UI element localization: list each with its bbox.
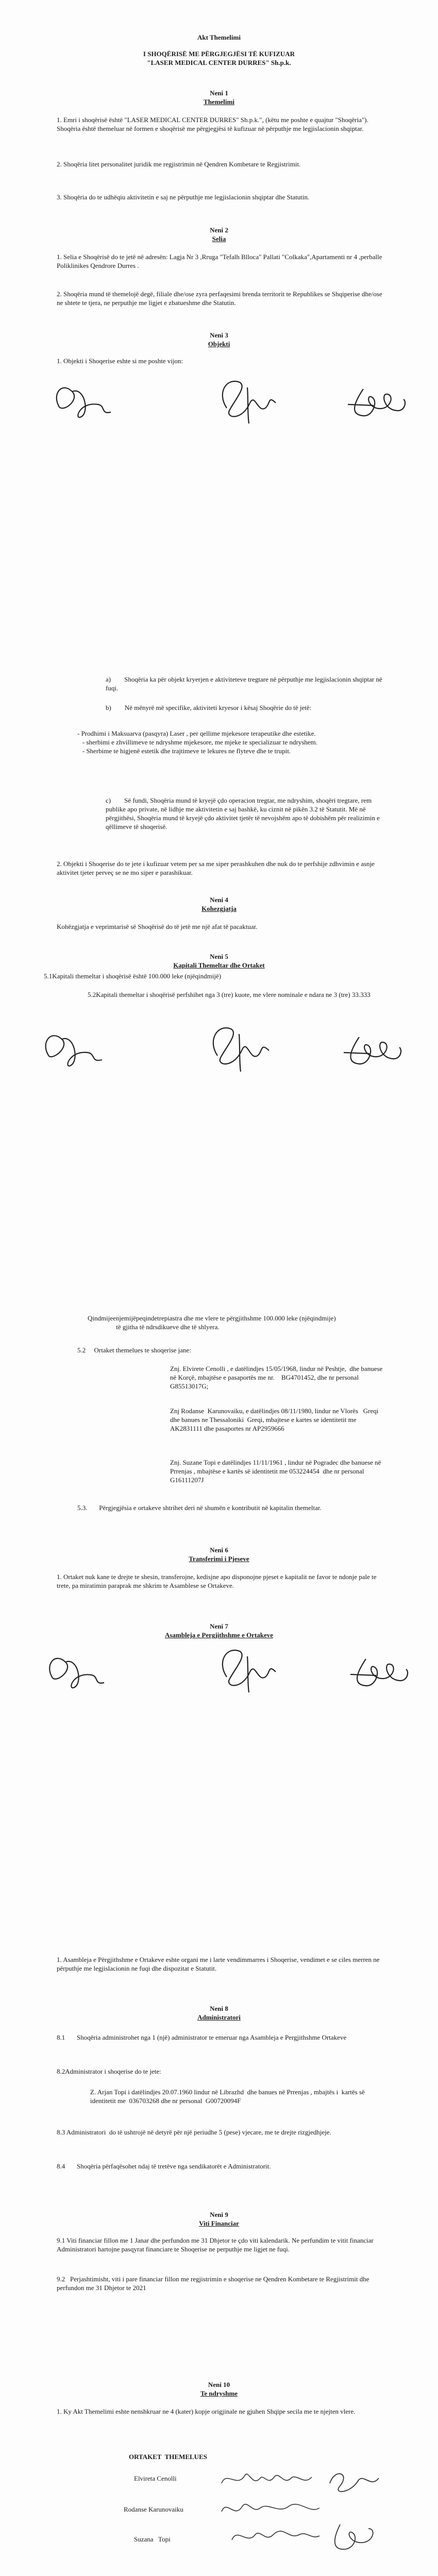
- article-7-title: Neni 7: [210, 1622, 228, 1630]
- article-10-title: Neni 10: [208, 2381, 230, 2388]
- article-8-para-3: 8.3 Administratori do të ushtrojë në detyrë për një periudhe 5 (pese) vjecare, me te drejte rizgjedhjeje.: [57, 2128, 331, 2136]
- article-1-para-1: 1. Emri i shoqërisë është "LASER MEDICAL CENTER DURRES" Sh.p.k.", (këtu me poshte e quajtur "Shoqëria"). Shoqëria është themeluar në formen e shoqërisë me përgjegjësi të kufizuar në përputhje me legjislacionin shqiptar.: [57, 116, 370, 132]
- article-2-para-2: 2. Shoqëria mund të themelojë degë, filiale dhe/ose zyra perfaqesimi brenda territorit te Republikes se Shqiperise dhe/ose ne shtete te tjera, ne perputhje me ligjet e zbatueshme dhe Statutin.: [57, 290, 384, 307]
- founder-1: Znj. Elvirete Cenolli , e datëlindjes 15/05/1968, lindur në Peshtje, dhe banuese në Korçë, mbajtëse e pasaportës me nr. BG4701452, dhe nr personal G85513017G;: [170, 1365, 384, 1390]
- article-7-subtitle: Asambleja e Pergjithshme e Ortakeve: [164, 1631, 274, 1639]
- article-3-title: Neni 3: [210, 331, 228, 339]
- article-6-para-1: 1. Ortaket nuk kane te drejte te shesin, transferojne, kedisjne apo disponojne pjeset e kapitalit ne favor te ndonje pale te trete, pa miratimin paraprak me shkrim te Asamblese se Ortakeve.: [57, 1573, 378, 1589]
- article-5-subtitle: Kapitali Themeltar dhe Ortaket: [173, 961, 265, 969]
- signature-1c: [41, 1646, 113, 1695]
- founder-name-2: Rodanse Karunovaiku: [124, 2505, 183, 2513]
- article-5-para-5: 5.3. Përgjegjësia e ortakeve shtrihet deri në shumën e kontributit në kapitalin themeltar.: [77, 1504, 322, 1512]
- article-8-para-1: 8.1 Shoqëria administrohet nga 1 (një) administrator te emeruar nga Asambleja e Pergjithshme Ortakeve: [57, 2033, 347, 2041]
- article-5-para-2: 5.2Kapitali themeltar i shoqërisë perfshihet nga 3 (tre) kuote, me vlere nominale e ndara ne 3 (tre) 33.333: [88, 991, 370, 998]
- document-title: Akt Themelimi: [197, 33, 241, 41]
- article-1-title: Neni 1: [210, 89, 228, 97]
- article-9-para-2: 9.2 Perjashtimisht, viti i pare financiar fillon me regjistrimin e shoqerise ne Qendren Kombetare te Regjistrimit dhe perfundon me 31 Dhjetor te 2021: [57, 2275, 371, 2292]
- signature-1b: [36, 1023, 108, 1074]
- signature-2b: [201, 1018, 278, 1077]
- article-1-para-2: 2. Shoqëria litet personalitet juridik me regjistrimin në Qendren Kombetare te Regjistrimit.: [57, 160, 301, 168]
- article-3-para-1: 1. Objekti i Shoqerise eshte si me poshte vijon:: [57, 357, 183, 365]
- article-8-para-2: 8.2Administrator i shoqerise do te jete:: [57, 2067, 161, 2075]
- administrator-details: Z. Arjan Topi i datëlindjes 20.07.1960 lindur në Librazhd dhe banues në Prrenjas , mbajtës i kartës së identitetit me 036703268 dhe nr personal G00720094F: [90, 2088, 367, 2105]
- article-6-subtitle: Transferimi i Pjeseve: [189, 1555, 249, 1563]
- object-item-b: b) Në mënyrë më specifike, aktiviteti kryesor i kësaj Shoqërie do të jetë:: [106, 704, 312, 711]
- article-4-title: Neni 4: [210, 896, 228, 904]
- signature-2c: [211, 1641, 283, 1698]
- object-item-b-text: - Prodhimi i Maksuarva (pasqyra) Laser , per qellime mjekesore terapeutike dhe estetike. - sherbimi e zhvillimeve te ndryshme mjekesore, me mjeke te specializuar te ndryshem. - Sherbime te higjenë estetik dhe trajtimeve te lekures ne flyteve dhe te trupit.: [77, 730, 318, 755]
- founder-name-3: Suzana Topi: [134, 2535, 171, 2543]
- object-para-2: 2. Objekti i Shoqerise do te jete i kufizuar vetem per sa me siper perashkuhen dhe nuk do te perfshije zdhvimin e asnje aktivitet tjeter perveç se ne mo siper e parashikuar.: [57, 860, 377, 876]
- company-line-1: I SHOQËRISË ME PËRGJEGJËSI TË KUFIZUAR: [143, 50, 295, 58]
- article-1-subtitle: Themelimi: [204, 98, 234, 106]
- object-item-c: c) Së fundi, Shoqëria mund të kryejë çdo operacion tregtar, me ndryshim, shoqëri tregtare, rem publike apo private, në lidhje me aktivitetin e saj bashkë, ku ciznit në pikën 3.2 të Statutit. Më në përgjithësi, Shoqëria mund të kryejë çdo aktivitet tjetër të nevojshëm apo të dobishëm për realizimin e qëllimeve të shoqerisë.: [106, 796, 382, 831]
- article-7-para-1: 1. Asambleja e Përgjithshme e Ortakeve eshte organi me i larte vendimmarres i Shoqerise, vendimet e se ciles merren ne përputhje me legjislacionin ne fuqi dhe dispozitat e Statutit.: [57, 1956, 381, 1972]
- article-9-subtitle: Viti Financiar: [199, 2219, 239, 2227]
- signature-3: [343, 379, 415, 425]
- article-5-para-3: Qindmijeenjemijëpeqindetrepiastra dhe me vlere te përgjithshme 100.000 leke (njëqindmije) të gjitha të ndrsdikueve dhe të shlyera.: [88, 1314, 336, 1331]
- founder-name-1: Elvireta Cenolli: [134, 2475, 177, 2482]
- article-9-title: Neni 9: [210, 2211, 228, 2218]
- article-1-para-3: 3. Shoqëria do te udhëqiu aktivitetin e saj ne përputhje me legjislacionin shqiptar dhe Statutin.: [57, 193, 310, 201]
- article-2-subtitle: Selia: [212, 235, 226, 243]
- founder-2: Znj Rodanse Karunovaiku, e datëlindjes 08/11/1980, lindur ne Vlorës Greqi dhe banues ne Thessaloniki Greqi, mbajtese e kartes se identitetit me AK2831111 dhe pasaportes nr AP2959666: [170, 1407, 380, 1432]
- article-4-subtitle: Kohezgjatja: [201, 905, 237, 912]
- article-10-subtitle: Te ndryshme: [200, 2389, 238, 2397]
- article-4-para-1: Kohëzgjatja e veprimtarisë së Shoqërisë do të jetë me një afat të pacaktuar.: [57, 923, 258, 930]
- article-2-title: Neni 2: [210, 226, 228, 234]
- object-item-a: a) Shoqëria ka për objekt kryerjen e aktiviteteve tregtare në përputhje me legjislacionin shqiptar në fuqi.: [106, 675, 384, 692]
- signature-3b: [338, 1028, 410, 1072]
- article-8-title: Neni 8: [210, 2005, 228, 2012]
- article-9-para-1: 9.1 Viti financiar fillon me 1 Janar dhe perfundon me 31 Dhjetor te çdo viti kalendarik. Ne perfundim te vitit financiar Administratori hartojne pasqyrat financiare te Shoqerise ne perputhje me ligjet ne fuqi.: [57, 2236, 375, 2253]
- signature-2: [211, 372, 283, 429]
- article-5-para-4: 5.2 Ortaket themelues te shoqerise jane:: [77, 1346, 191, 1354]
- founders-signatures: [216, 2463, 423, 2555]
- article-5-title: Neni 5: [210, 953, 228, 960]
- article-3-subtitle: Objekti: [208, 340, 230, 348]
- article-5-para-1: 5.1Kapitali themeltar i shoqërisë është 100.000 leke (njëqindmijë): [44, 972, 222, 980]
- founders-heading: ORTAKET THEMELUES: [129, 2453, 207, 2461]
- article-8-subtitle: Administratori: [197, 2013, 241, 2021]
- article-2-para-1: 1. Selia e Shoqërisë do te jetë në adresën: Lagja Nr 3 ,Rruga "Tefalh Blloca" Pallati "Colkaka",Apartamenti nr 4 ,perballe Poliklinikes Qendrore Durres .: [57, 253, 384, 269]
- founder-3: Znj. Suzane Topi e datëlindjes 11/11/1961 , lindur në Pogradec dhe banuese në Prrenjas , mbajtëse e kartës së identitetit me 053224454 dhe nr personal G16111207J: [170, 1459, 383, 1484]
- article-6-title: Neni 6: [210, 1546, 228, 1554]
- signature-3c: [345, 1649, 417, 1695]
- company-line-2: "LASER MEDICAL CENTER DURRES" Sh.p.k.: [147, 59, 291, 66]
- signature-1: [49, 376, 116, 425]
- article-8-para-4: 8.4 Shoqëria përfaqësohet ndaj të tretëve nga sendikatorët e Administratorit.: [57, 2162, 271, 2170]
- article-10-para-1: 1. Ky Akt Themelimi eshte nenshkruar ne 4 (kater) kopje origjinale ne gjuhen Shqipe secila me te njejten vlere.: [57, 2408, 356, 2415]
